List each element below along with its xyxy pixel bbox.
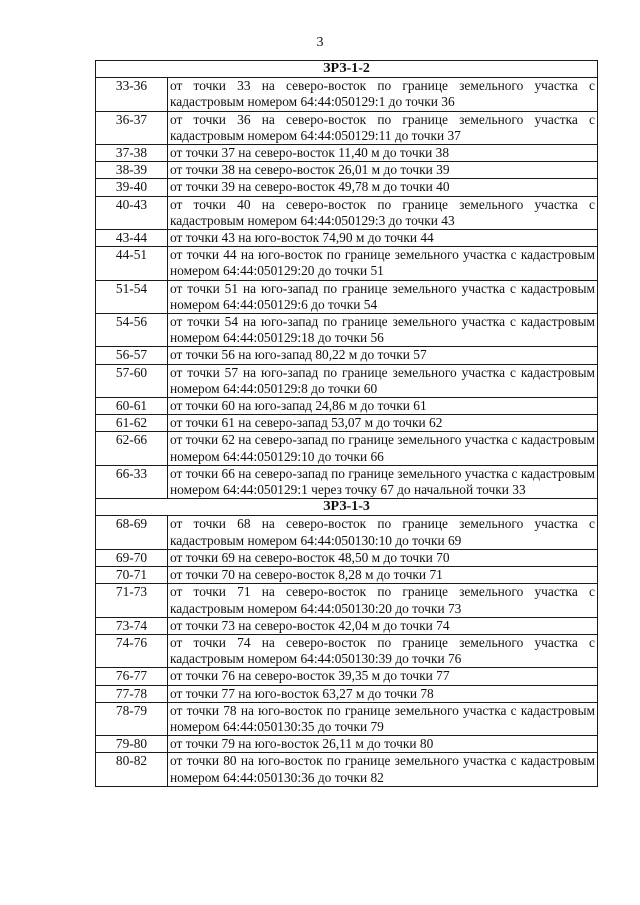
table-row: [96, 617, 598, 634]
description-cell: от точки 62 на северо-запад по границе земельного участка с кадастровым номером 64:44:050129:10 до точки 66: [168, 432, 598, 465]
table-row: [96, 230, 598, 247]
segment-cell: 57-60: [96, 364, 168, 397]
table-row: [96, 702, 598, 735]
segment-cell: 54-56: [96, 314, 168, 347]
table-row: [96, 736, 598, 753]
segment-cell: 66-33: [96, 465, 168, 498]
segment-cell: 68-69: [96, 516, 168, 549]
segment-cell: 60-61: [96, 398, 168, 415]
table-row: [96, 753, 598, 786]
table-row: [96, 196, 598, 229]
segment-cell: 80-82: [96, 753, 168, 786]
page-number: 3: [316, 35, 324, 50]
segment-cell: 77-78: [96, 685, 168, 702]
description-cell: от точки 51 на юго-запад по границе земельного участка с кадастровым номером 64:44:050129:6 до точки 54: [168, 280, 598, 313]
description-cell: от точки 57 на юго-запад по границе земельного участка с кадастровым номером 64:44:050129:8 до точки 60: [168, 364, 598, 397]
description-cell: от точки 76 на северо-восток 39,35 м до точки 77: [168, 668, 598, 685]
segment-cell: 39-40: [96, 179, 168, 196]
description-cell: от точки 54 на юго-запад по границе земельного участка с кадастровым номером 64:44:050129:18 до точки 56: [168, 314, 598, 347]
segment-cell: 69-70: [96, 549, 168, 566]
table-row: [96, 465, 598, 498]
segment-cell: 36-37: [96, 111, 168, 144]
segment-cell: 73-74: [96, 617, 168, 634]
table-row: [96, 347, 598, 364]
description-cell: от точки 78 на юго-восток по границе земельного участка с кадастровым номером 64:44:050130:35 до точки 79: [168, 702, 598, 735]
table-row: [96, 584, 598, 617]
table-row: [96, 179, 598, 196]
table-row: [96, 145, 598, 162]
segment-cell: 40-43: [96, 196, 168, 229]
section-header-row: [96, 499, 598, 516]
table-row: [96, 668, 598, 685]
description-cell: от точки 79 на юго-восток 26,11 м до точки 80: [168, 736, 598, 753]
segment-cell: 62-66: [96, 432, 168, 465]
segment-cell: 56-57: [96, 347, 168, 364]
table-row: [96, 549, 598, 566]
segment-cell: 38-39: [96, 162, 168, 179]
description-cell: от точки 38 на северо-восток 26,01 м до точки 39: [168, 162, 598, 179]
table-row: [96, 685, 598, 702]
table-row: [96, 78, 598, 111]
section-header-row: [96, 61, 598, 78]
description-cell: от точки 33 на северо-восток по границе земельного участка с кадастровым номером 64:44:050129:1 до точки 36: [168, 78, 598, 111]
table-row: [96, 432, 598, 465]
segment-cell: 74-76: [96, 634, 168, 667]
description-cell: от точки 39 на северо-восток 49,78 м до точки 40: [168, 179, 598, 196]
description-cell: от точки 69 на северо-восток 48,50 м до точки 70: [168, 549, 598, 566]
table-row: [96, 415, 598, 432]
section-title: ЗРЗ-1-3: [96, 499, 598, 516]
table-row: [96, 247, 598, 280]
table-row: [96, 280, 598, 313]
segment-cell: 51-54: [96, 280, 168, 313]
table-body: [96, 61, 598, 787]
description-cell: от точки 70 на северо-восток 8,28 м до точки 71: [168, 567, 598, 584]
segment-cell: 37-38: [96, 145, 168, 162]
description-cell: от точки 71 на северо-восток по границе земельного участка с кадастровым номером 64:44:050130:20 до точки 73: [168, 584, 598, 617]
description-cell: от точки 56 на юго-запад 80,22 м до точки 57: [168, 347, 598, 364]
segment-cell: 78-79: [96, 702, 168, 735]
segment-cell: 70-71: [96, 567, 168, 584]
description-cell: от точки 37 на северо-восток 11,40 м до точки 38: [168, 145, 598, 162]
description-cell: от точки 77 на юго-восток 63,27 м до точки 78: [168, 685, 598, 702]
segment-cell: 61-62: [96, 415, 168, 432]
table-row: [96, 634, 598, 667]
description-cell: от точки 40 на северо-восток по границе земельного участка с кадастровым номером 64:44:050129:3 до точки 43: [168, 196, 598, 229]
description-cell: от точки 44 на юго-восток по границе земельного участка с кадастровым номером 64:44:050129:20 до точки 51: [168, 247, 598, 280]
description-cell: от точки 66 на северо-запад по границе земельного участка с кадастровым номером 64:44:050129:1 через точку 67 до начальной точки 33: [168, 465, 598, 498]
table-row: [96, 567, 598, 584]
table-row: [96, 314, 598, 347]
description-cell: от точки 36 на северо-восток по границе земельного участка с кадастровым номером 64:44:050129:11 до точки 37: [168, 111, 598, 144]
segment-cell: 71-73: [96, 584, 168, 617]
segment-cell: 76-77: [96, 668, 168, 685]
table-row: [96, 162, 598, 179]
segment-cell: 44-51: [96, 247, 168, 280]
description-cell: от точки 80 на юго-восток по границе земельного участка с кадастровым номером 64:44:050130:36 до точки 82: [168, 753, 598, 786]
segment-cell: 43-44: [96, 230, 168, 247]
description-cell: от точки 61 на северо-запад 53,07 м до точки 62: [168, 415, 598, 432]
description-cell: от точки 68 на северо-восток по границе земельного участка с кадастровым номером 64:44:050130:10 до точки 69: [168, 516, 598, 549]
description-cell: от точки 60 на юго-запад 24,86 м до точки 61: [168, 398, 598, 415]
description-cell: от точки 43 на юго-восток 74,90 м до точки 44: [168, 230, 598, 247]
boundary-description-table: [95, 60, 598, 787]
description-cell: от точки 73 на северо-восток 42,04 м до точки 74: [168, 617, 598, 634]
segment-cell: 33-36: [96, 78, 168, 111]
table-row: [96, 111, 598, 144]
section-title: ЗРЗ-1-2: [96, 61, 598, 78]
table-row: [96, 398, 598, 415]
table-row: [96, 516, 598, 549]
table-row: [96, 364, 598, 397]
segment-cell: 79-80: [96, 736, 168, 753]
description-cell: от точки 74 на северо-восток по границе земельного участка с кадастровым номером 64:44:050130:39 до точки 76: [168, 634, 598, 667]
